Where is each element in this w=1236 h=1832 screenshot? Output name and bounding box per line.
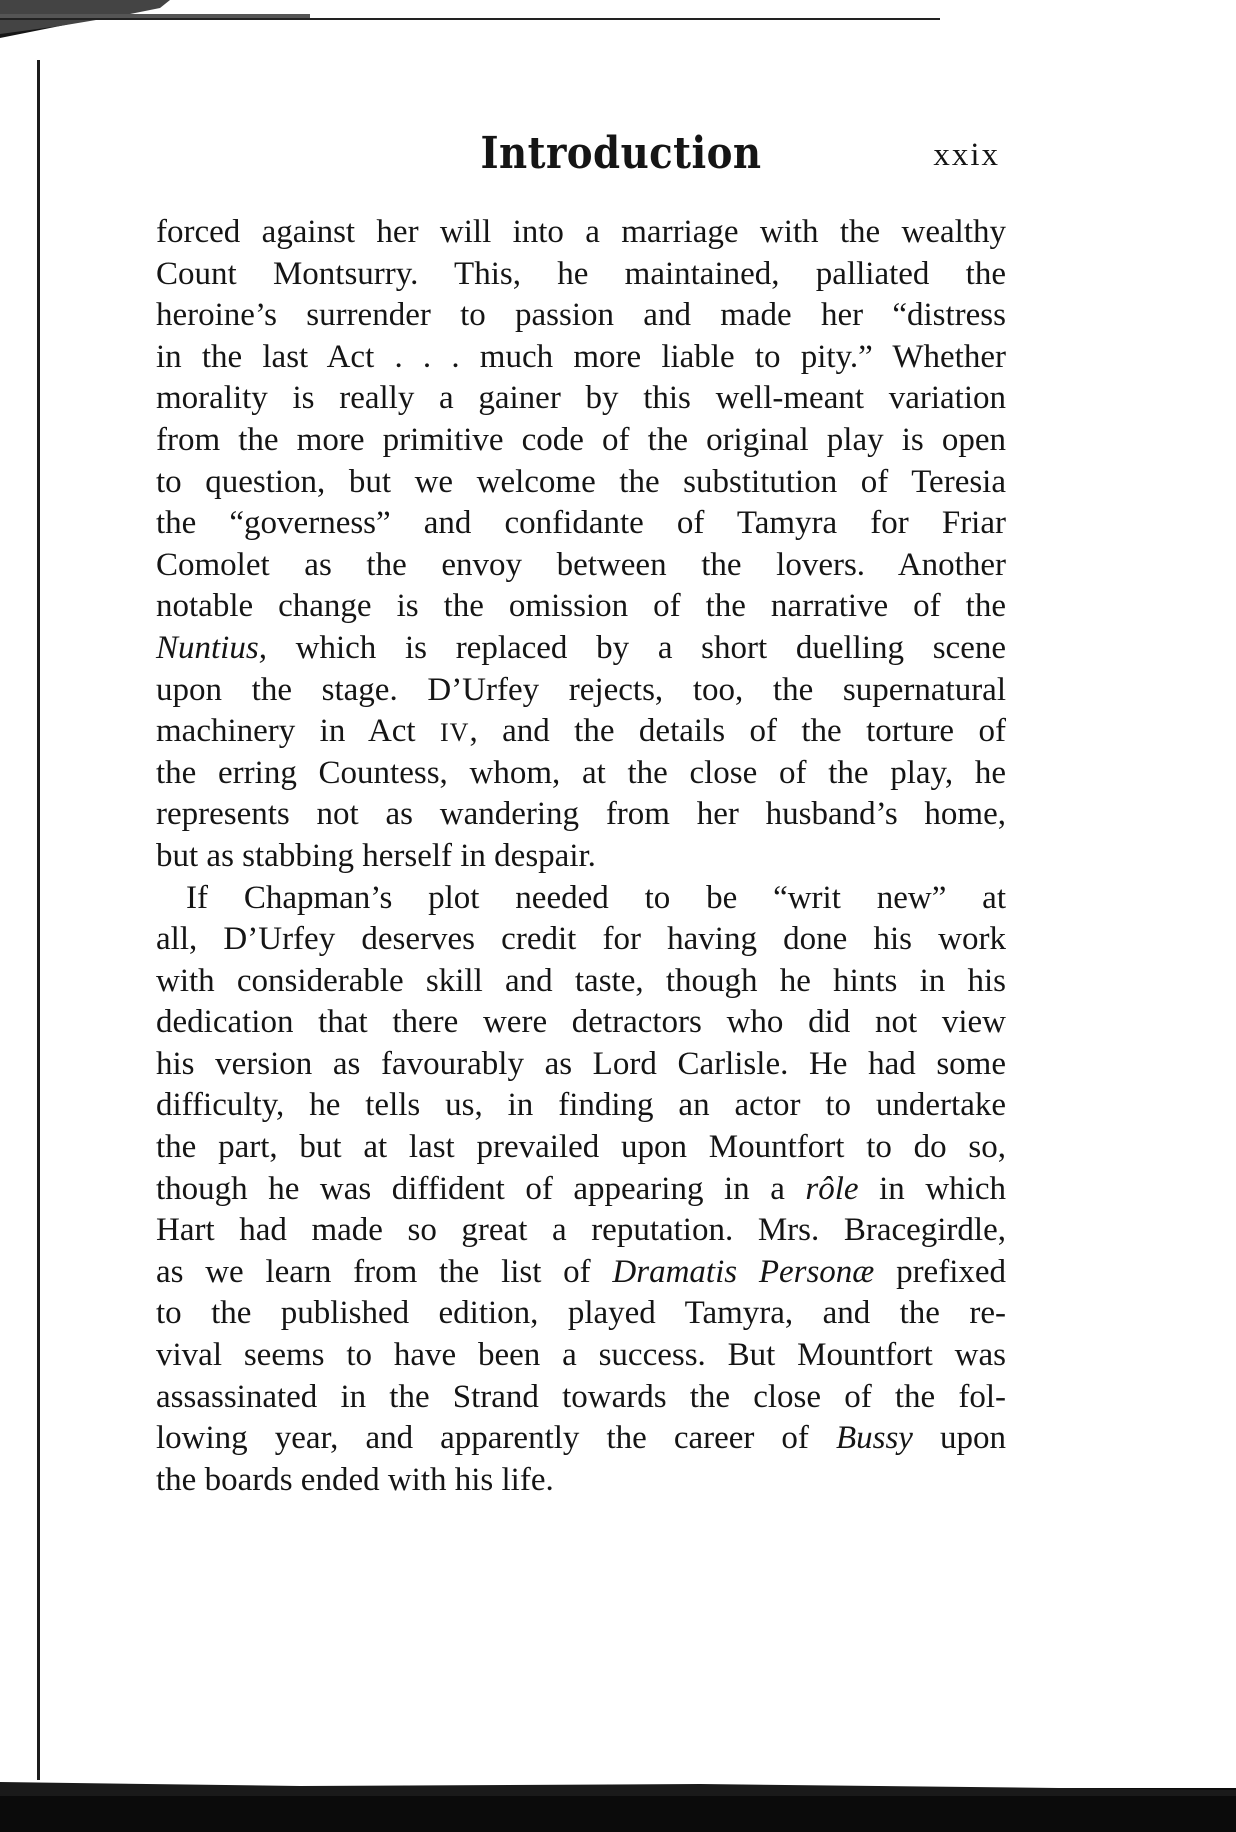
text-run: notable change is the omission of the narrative of the: [156, 588, 1006, 625]
text-run: difficulty, he tells us, in finding an actor to undertake: [156, 1087, 1006, 1124]
text-run: machinery in Act: [156, 713, 441, 750]
text-line: [156, 337, 1006, 379]
text-run: the “governess” and confidante of Tamyra for Friar: [156, 505, 1006, 542]
italic-text: rôle: [805, 1170, 859, 1207]
text-line: [156, 1044, 1006, 1086]
text-line: [156, 420, 1006, 462]
text-run: heroine’s surrender to passion and made her “distress: [156, 297, 1006, 334]
text-run: in which: [858, 1170, 1006, 1207]
text-run: assassinated in the Strand towards the close of the fol-: [156, 1378, 1006, 1415]
text-line: [156, 878, 1006, 920]
text-line: [156, 378, 1006, 420]
text-run: all, D’Urfey deserves credit for having done his work: [156, 921, 1006, 958]
text-line: [156, 1127, 1006, 1169]
text-run: which is replaced by a short duelling scene: [266, 629, 1006, 666]
page-header: [156, 128, 1006, 198]
text-line: [156, 586, 1006, 628]
italic-text: Bussy: [835, 1420, 913, 1457]
text-run: his version as favourably as Lord Carlisle. He had some: [156, 1045, 1006, 1082]
text-line: [156, 1418, 1006, 1460]
text-run: upon the stage. D’Urfey rejects, too, the supernatural: [156, 671, 1006, 708]
text-run: in the last Act . . . much more liable to pity.” Whether: [156, 338, 1006, 375]
text-run: from the more primitive code of the original play is open: [156, 421, 1006, 458]
text-run: If Chapman’s plot needed to be “writ new” at: [186, 879, 1006, 916]
text-line: [156, 628, 1006, 670]
text-line: [156, 836, 1006, 878]
scan-edge-bottom: [0, 1772, 1236, 1832]
text-line: [156, 254, 1006, 296]
text-run: the part, but at last prevailed upon Mountfort to do so,: [156, 1129, 1006, 1166]
text-run: Comolet as the envoy between the lovers. Another: [156, 546, 1006, 583]
scan-edge-left: [34, 60, 44, 1780]
text-run: dedication that there were detractors who did not view: [156, 1004, 1006, 1041]
text-line: [156, 212, 1006, 254]
text-run: Hart had made so great a reputation. Mrs. Bracegirdle,: [156, 1212, 1006, 1249]
text-line: [156, 462, 1006, 504]
text-line: [156, 961, 1006, 1003]
text-run: forced against her will into a marriage with the wealthy: [156, 214, 1006, 250]
running-head: Introduction: [480, 128, 762, 179]
italic-text: Dramatis Personæ: [612, 1253, 875, 1290]
text-line: [156, 919, 1006, 961]
text-line: [156, 1293, 1006, 1335]
text-line: [156, 1210, 1006, 1252]
text-run: though he was diffident of appearing in a: [156, 1170, 806, 1207]
text-run: prefixed: [874, 1253, 1007, 1290]
paragraph-1: [156, 212, 1006, 878]
text-line: [156, 545, 1006, 587]
text-run: to the published edition, played Tamyra, and the re-: [156, 1295, 1006, 1332]
text-run: vival seems to have been a success. But Mountfort was: [156, 1337, 1006, 1374]
text-line: [156, 1377, 1006, 1419]
text-run: , and the details of the torture of: [469, 713, 1006, 750]
text-line: [156, 503, 1006, 545]
text-line: [156, 711, 1006, 753]
small-caps-text: IV: [440, 718, 470, 748]
page-number: xxix: [933, 137, 1000, 173]
text-line: [156, 670, 1006, 712]
italic-text: Nuntius,: [156, 629, 267, 666]
text-line: [156, 1085, 1006, 1127]
scan-edge-top: [0, 0, 940, 40]
text-run: morality is really a gainer by this well-meant variation: [156, 380, 1006, 417]
text-line: [156, 295, 1006, 337]
text-line: [156, 1169, 1006, 1211]
text-line: [156, 753, 1006, 795]
text-line: [156, 1335, 1006, 1377]
body-text: [156, 212, 1006, 1501]
text-run: represents not as wandering from her husband’s home,: [156, 796, 1006, 833]
text-run: upon: [912, 1420, 1006, 1457]
text-run: the boards ended with his life.: [156, 1461, 554, 1498]
text-run: to question, but we welcome the substitution of Teresia: [156, 463, 1006, 500]
text-line: [156, 1252, 1006, 1294]
text-run: as we learn from the list of: [156, 1253, 613, 1290]
paragraph-2: [156, 878, 1006, 1502]
text-run: the erring Countess, whom, at the close of the play, he: [156, 754, 1006, 791]
text-line: [156, 1002, 1006, 1044]
text-line: [156, 794, 1006, 836]
text-run: but as stabbing herself in despair.: [156, 837, 596, 874]
text-line: [156, 1460, 1006, 1502]
text-run: lowing year, and apparently the career of: [156, 1420, 836, 1457]
text-run: with considerable skill and taste, though he hints in his: [156, 962, 1006, 999]
text-run: Count Montsurry. This, he maintained, palliated the: [156, 255, 1006, 292]
